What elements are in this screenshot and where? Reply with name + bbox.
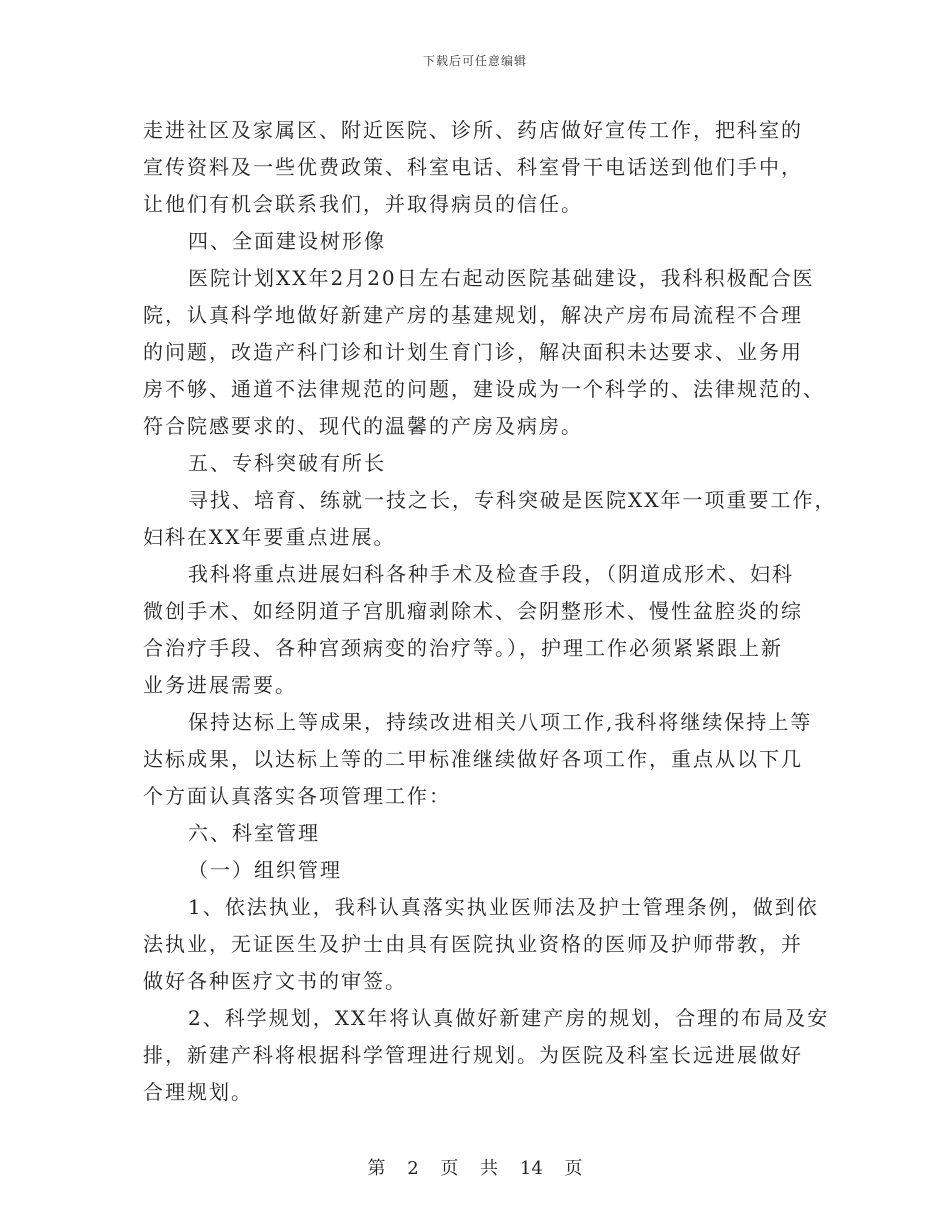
paragraph-line: 的问题，改造产科门诊和计划生育门诊，解决面积未达要求、业务用 — [143, 340, 803, 364]
paragraph-line: 院，认真科学地做好新建产房的基建规划，解决产房布局流程不合理 — [143, 303, 803, 327]
paragraph-line: 业务进展需要。 — [143, 673, 297, 697]
paragraph-line: 走进社区及家属区、附近医院、诊所、药店做好宣传工作，把科室的 — [143, 118, 803, 142]
paragraph-line: 房不够、通道不法律规范的问题，建设成为一个科学的、法律规范的、 — [143, 377, 825, 401]
paragraph-line: 合治疗手段、各种宫颈病变的治疗等。），护理工作必须紧紧跟上新 — [143, 636, 783, 660]
paragraph-line: 2、科学规划，XX年将认真做好新建产房的规划，合理的布局及安 — [188, 1006, 830, 1030]
page-footer — [0, 1154, 950, 1180]
section-heading: 四、全面建设树形像 — [188, 229, 386, 253]
paragraph-line: 个方面认真落实各项管理工作： — [143, 784, 451, 808]
paragraph-line: 做好各种医疗文书的审签。 — [143, 969, 407, 993]
subsection-heading: （一）组织管理 — [188, 858, 342, 882]
paragraph-line: 宣传资料及一些优费政策、科室电话、科室骨干电话送到他们手中， — [143, 155, 803, 179]
paragraph-line: 寻找、培育、练就一技之长，专科突破是医院XX年一项重要工作， — [188, 488, 837, 512]
paragraph-line: 法执业，无证医生及护士由具有医院执业资格的医师及护师带教，并 — [143, 932, 803, 956]
footer-page-current: 2 — [407, 1158, 419, 1179]
footer-label-gong: 共 — [480, 1158, 499, 1179]
footer-label-ye2: 页 — [564, 1158, 583, 1179]
footer-label-ye: 页 — [440, 1158, 459, 1179]
section-heading: 六、科室管理 — [188, 821, 320, 845]
paragraph-line: 微创手术、如经阴道子宫肌瘤剥除术、会阴整形术、慢性盆腔炎的综 — [143, 599, 803, 623]
paragraph-line: 排，新建产科将根据科学管理进行规划。为医院及科室长远进展做好 — [143, 1043, 803, 1067]
section-heading: 五、专科突破有所长 — [188, 451, 386, 475]
document-body — [143, 112, 837, 1111]
paragraph-line: 让他们有机会联系我们，并取得病员的信任。 — [143, 192, 583, 216]
paragraph-line: 1、依法执业，我科认真落实执业医师法及护士管理条例，做到依 — [188, 895, 819, 919]
page-header: 下载后可任意编辑 — [422, 54, 527, 68]
paragraph-line: 符合院感要求的、现代的温馨的产房及病房。 — [143, 414, 583, 438]
paragraph-line: 妇科在XX年要重点进展。 — [143, 525, 396, 549]
paragraph-line: 保持达标上等成果，持续改进相关八项工作,我科将继续保持上等 — [188, 710, 813, 734]
paragraph-line: 我科将重点进展妇科各种手术及检查手段，（阴道成形术、妇科 — [188, 562, 794, 586]
footer-label-di: 第 — [367, 1158, 386, 1179]
paragraph-line: 达标成果，以达标上等的二甲标准继续做好各项工作，重点从以下几 — [143, 747, 803, 771]
paragraph-line: 医院计划XX年2月20日左右起动医院基础建设，我科积极配合医 — [188, 266, 815, 290]
paragraph-line: 合理规划。 — [143, 1080, 253, 1104]
footer-page-total: 14 — [519, 1158, 543, 1179]
